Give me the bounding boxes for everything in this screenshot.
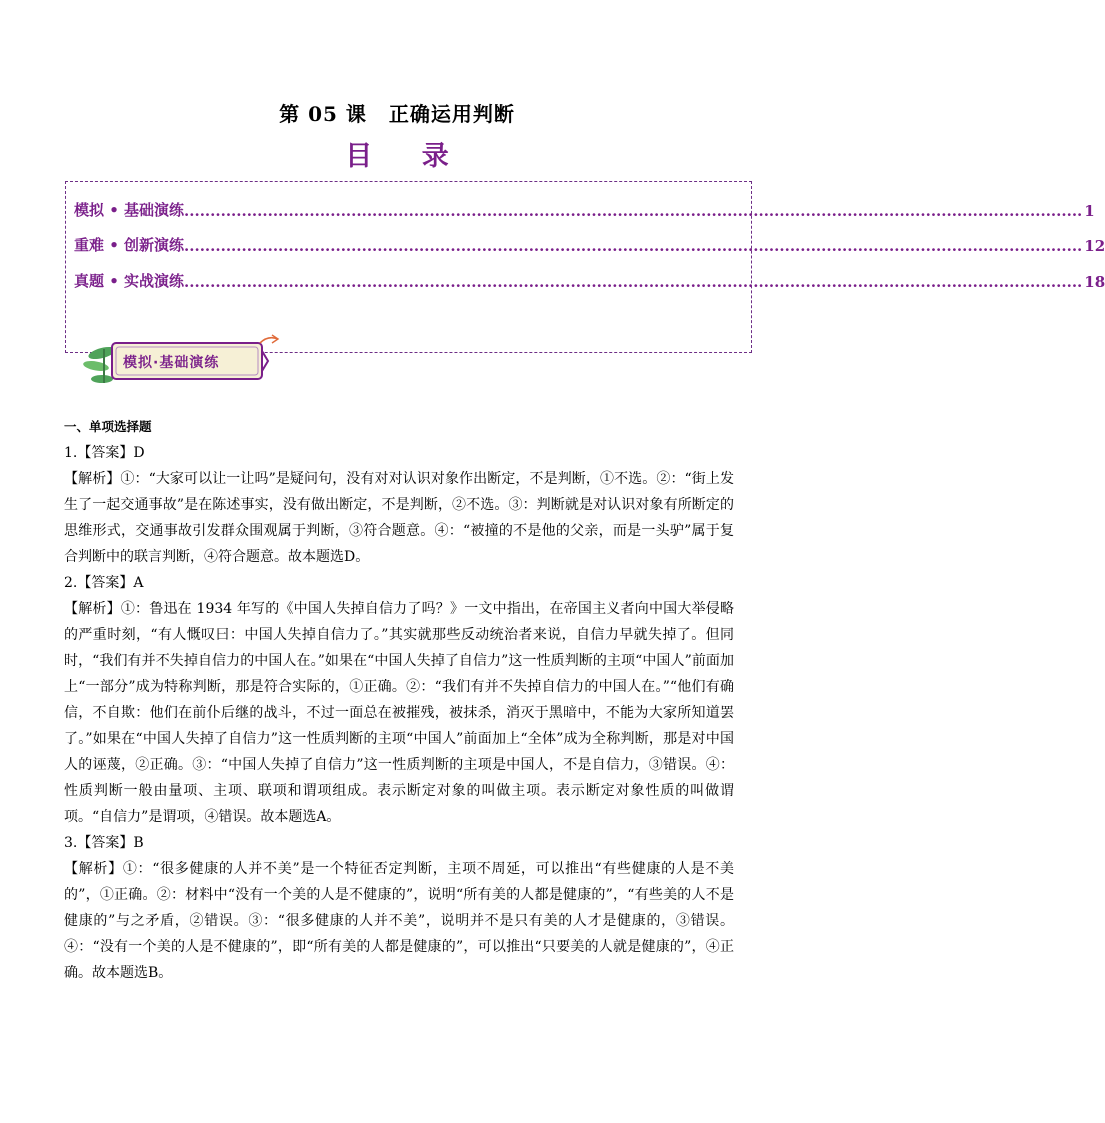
answer-line: 3.【答案】B (64, 835, 144, 851)
toc-entry-label: 模拟 • 基础演练 (74, 201, 185, 219)
section-heading: 一、单项选择题 (64, 419, 152, 434)
toc-leader-dots: ............................................................................................................................................................................ (184, 237, 1083, 255)
table-of-contents (65, 181, 1105, 353)
toc-entry-page: 18 (1084, 273, 1105, 291)
toc-leader-dots: ............................................................................................................................................................................ (184, 273, 1083, 291)
toc-entry-3[interactable] (74, 269, 1105, 291)
banner-label: 模拟·基础演练 (123, 355, 220, 371)
toc-entry-2[interactable] (74, 233, 1105, 255)
toc-entry-1[interactable] (74, 198, 1095, 220)
document-title (0, 98, 794, 127)
toc-heading: 目 录 (345, 141, 469, 172)
analysis-paragraph: 【解析】①：“很多健康的人并不美”是一个特征否定判断，主项不周延，可以推出“有些健康的人是不美的”，①正确。②：材料中“没有一个美的人是不健康的”，说明“所有美的人都是健康的”，“有些美的人不是健康的”与之矛盾，②错误。③：“很多健康的人并不美”，说明并不是只有美的人才是健康的，③错误。④：“没有一个美的人是不健康的”，即“所有美的人都是健康的”，可以推出“只要美的人就是健康的”，④正确。故本题选B。 (64, 861, 734, 981)
toc-entry-label: 真题 • 实战演练 (74, 272, 185, 290)
lesson-number: 第 05 课 (279, 102, 367, 126)
analysis-paragraph: 【解析】①：鲁迅在 1934 年写的《中国人失掉自信力了吗？》一文中指出，在帝国主义者向中国大举侵略的严重时刻，“有人慨叹曰：中国人失掉自信力了。”其实就那些反动统治者来说，自信力早就失掉了。但同时，“我们有并不失掉自信力的中国人在。”如果在“中国人失掉了自信力”这一性质判断的主项“中国人”前面加上“一部分”成为特称判断，那是符合实际的，①正确。②：“我们有并不失掉自信力的中国人在。”“他们有确信，不自欺：他们在前仆后继的战斗，不过一面总在被摧残，被抹杀，消灭于黑暗中，不能为大家所知道罢了。”如果在“中国人失掉了自信力”这一性质判断的主项“中国人”前面加上“全体”成为全称判断，那是对中国人的诬蔑，②正确。③：“中国人失掉了自信力”这一性质判断的主项是中国人，不是自信力，③错误。④：性质判断一般由量项、主项、联项和谓项组成。表示断定对象的叫做主项。表示断定对象性质的叫做谓项。“自信力”是谓项，④错误。故本题选A。 (64, 601, 734, 825)
toc-leader-dots: ............................................................................................................................................................................ (184, 202, 1083, 220)
analysis-paragraph: 【解析】①：“大家可以让一让吗”是疑问句，没有对对认识对象作出断定，不是判断，①不选。②：“街上发生了一起交通事故”是在陈述事实，没有做出断定，不是判断，②不选。③：判断就是对认识对象有所断定的思维形式，交通事故引发群众围观属于判断，③符合题意。④：“被撞的不是他的父亲，而是一头驴”属于复合判断中的联言判断，④符合题意。故本题选D。 (64, 471, 734, 565)
lesson-topic: 正确运用判断 (388, 102, 515, 126)
answer-line: 1.【答案】D (64, 445, 145, 461)
toc-entry-page: 1 (1084, 202, 1095, 220)
answer-line: 2.【答案】A (64, 575, 144, 591)
answer-content (64, 414, 734, 986)
toc-entry-page: 12 (1084, 237, 1105, 255)
toc-entry-label: 重难 • 创新演练 (74, 236, 185, 254)
